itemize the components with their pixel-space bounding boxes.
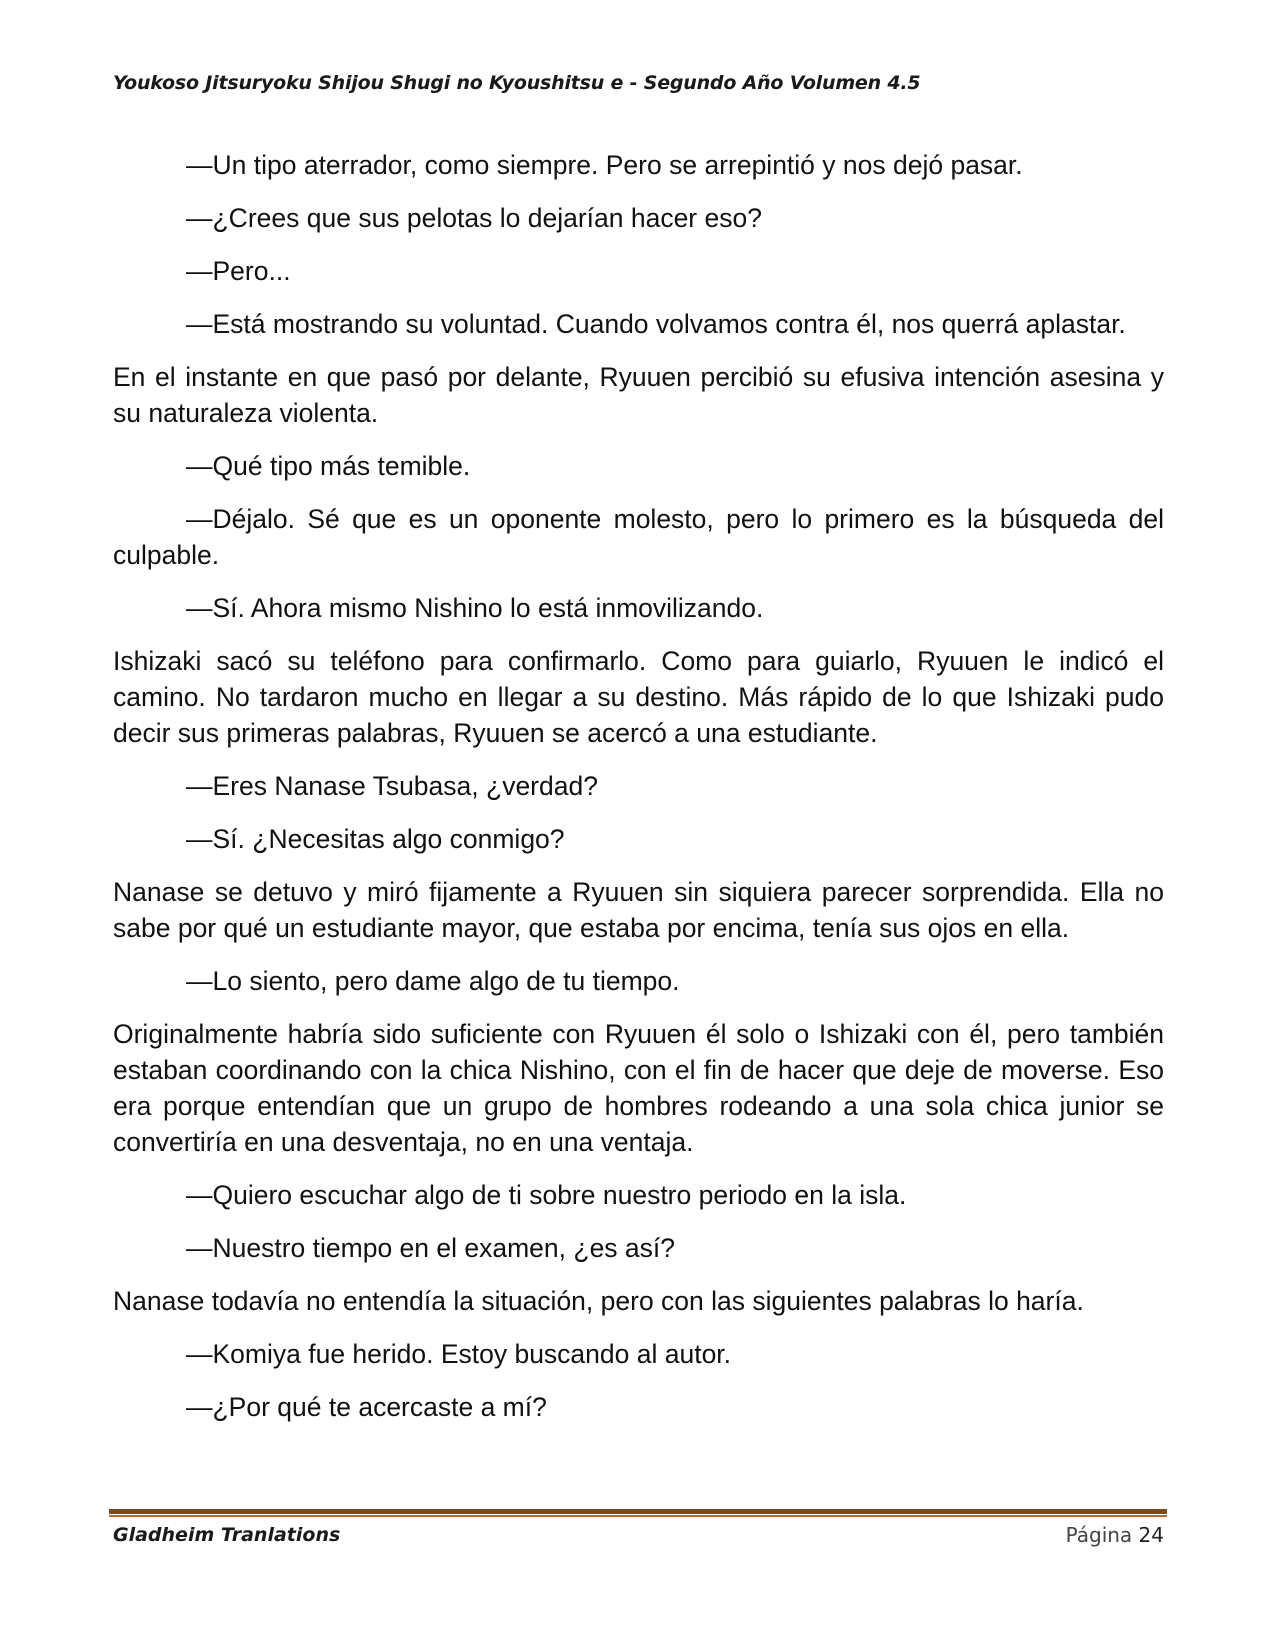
footer-divider-thick xyxy=(109,1509,1167,1514)
paragraph: —Eres Nanase Tsubasa, ¿verdad? xyxy=(186,771,598,801)
footer-divider xyxy=(109,1509,1167,1517)
paragraph: —Un tipo aterrador, como siempre. Pero se arrepintió y nos dejó pasar. xyxy=(186,150,1023,180)
paragraph: —Pero... xyxy=(186,256,291,286)
paragraph: Originalmente habría sido suficiente con Ryuuen él solo o Ishizaki con él, pero también estaban coordinando con la chica Nishino, con el fin de hacer que deje de moverse. Eso era porque entendían que un grupo de hombres rodeando a una sola chica junior se convertiría en una desventaja, no en una ventaja. xyxy=(113,1019,1164,1157)
footer-divider-thin xyxy=(109,1515,1167,1517)
paragraph: —Qué tipo más temible. xyxy=(186,451,471,481)
paragraph: —Está mostrando su voluntad. Cuando volvamos contra él, nos querrá aplastar. xyxy=(186,309,1126,339)
page-number-value: 24 xyxy=(1138,1523,1164,1547)
page-label: Página xyxy=(1065,1523,1133,1547)
paragraph: En el instante en que pasó por delante, Ryuuen percibió su efusiva intención asesina y su naturaleza violenta. xyxy=(113,362,1164,428)
page-number xyxy=(1066,1523,1164,1547)
paragraph: Nanase todavía no entendía la situación, pero con las siguientes palabras lo haría. xyxy=(113,1286,1084,1316)
paragraph: Ishizaki sacó su teléfono para confirmarlo. Como para guiarlo, Ryuuen le indicó el camino. No tardaron mucho en llegar a su destino. Más rápido de lo que Ishizaki pudo decir sus primeras palabras, Ryuuen se acercó a una estudiante. xyxy=(113,646,1164,748)
running-header-title: Youkoso Jitsuryoku Shijou Shugi no Kyoushitsu e - Segundo Año Volumen 4.5 xyxy=(113,72,921,94)
paragraph: —¿Por qué te acercaste a mí? xyxy=(186,1392,547,1422)
footer-brand: Gladheim Tranlations xyxy=(113,1524,341,1546)
paragraph: —Déjalo. Sé que es un oponente molesto, pero lo primero es la búsqueda del culpable. xyxy=(113,504,1164,570)
body-text xyxy=(113,147,1164,1442)
paragraph: —Quiero escuchar algo de ti sobre nuestro periodo en la isla. xyxy=(186,1180,907,1210)
paragraph: —Lo siento, pero dame algo de tu tiempo. xyxy=(186,966,680,996)
paragraph: Nanase se detuvo y miró fijamente a Ryuuen sin siquiera parecer sorprendida. Ella no sabe por qué un estudiante mayor, que estaba por encima, tenía sus ojos en ella. xyxy=(113,877,1164,943)
paragraph: —Nuestro tiempo en el examen, ¿es así? xyxy=(186,1233,676,1263)
paragraph: —¿Crees que sus pelotas lo dejarían hacer eso? xyxy=(186,203,762,233)
paragraph: —Sí. Ahora mismo Nishino lo está inmovilizando. xyxy=(186,593,764,623)
paragraph: —Komiya fue herido. Estoy buscando al autor. xyxy=(186,1339,732,1369)
paragraph: —Sí. ¿Necesitas algo conmigo? xyxy=(186,824,565,854)
